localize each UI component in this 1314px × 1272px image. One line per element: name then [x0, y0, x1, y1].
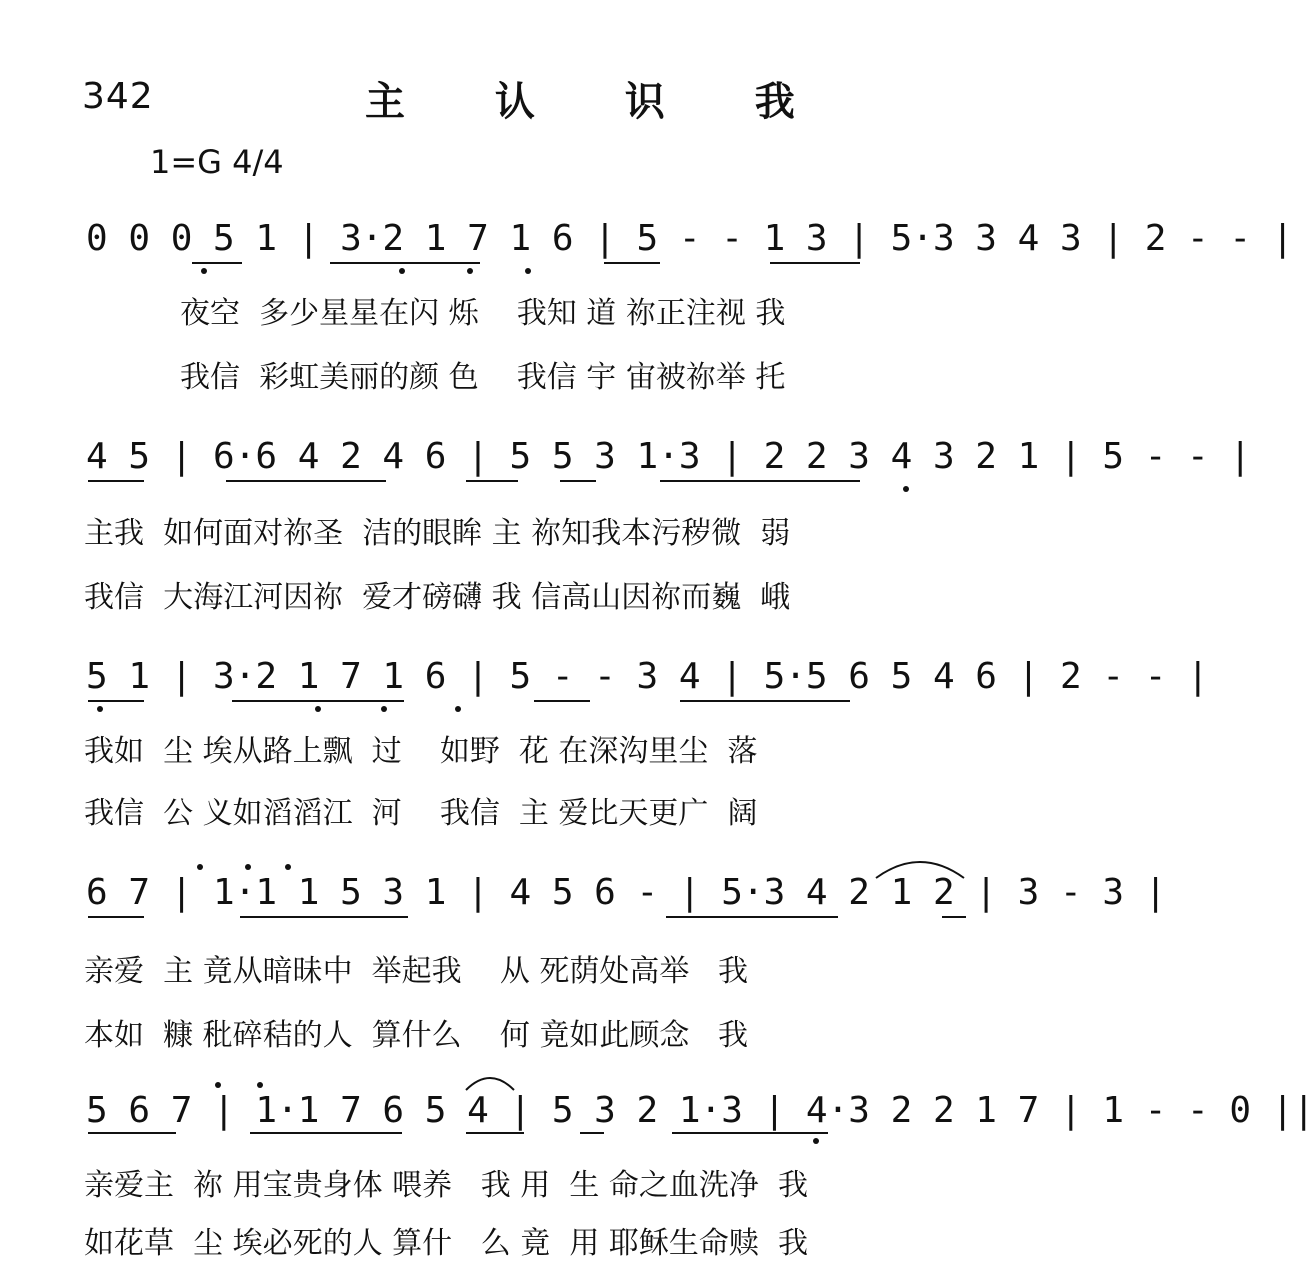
- lyric-line-3b: 我信 公 义如滔滔江 河 我信 主 爱比天更广 阔: [84, 796, 758, 831]
- beam-mark: [466, 480, 518, 482]
- octave-dot: [197, 864, 203, 870]
- octave-dot: [201, 268, 207, 274]
- notation-line-1: 0 0 0 5 1 | 3·2 1 7 1 6 | 5 - - 1 3 | 5·3 3 4 3 | 2 - - |: [86, 218, 1293, 259]
- octave-dot: [813, 1138, 819, 1144]
- beam-mark: [192, 262, 242, 264]
- octave-dot: [215, 1082, 221, 1088]
- lyric-line-2a: 主我 如何面对祢圣 洁的眼眸 主 祢知我本污秽微 弱: [84, 516, 791, 551]
- octave-dot: [97, 706, 103, 712]
- octave-dot: [285, 864, 291, 870]
- notation-line-4: 6 7 | 1·1 1 5 3 1 | 4 5 6 - | 5·3 4 2 1 2 | 3 - 3 |: [86, 872, 1166, 913]
- octave-dot: [257, 1082, 263, 1088]
- octave-dot: [525, 268, 531, 274]
- notation-line-3: 5 1 | 3·2 1 7 1 6 | 5 - - 3 4 | 5·5 6 5 4 6 | 2 - - |: [86, 656, 1209, 697]
- beam-mark: [770, 262, 860, 264]
- lyric-line-1a: 夜空 多少星星在闪 烁 我知 道 祢正注视 我: [180, 296, 786, 331]
- beam-mark: [560, 480, 596, 482]
- lyric-line-4b: 本如 糠 秕碎秸的人 算什么 何 竟如此顾念 我: [84, 1018, 748, 1053]
- beam-mark: [330, 262, 480, 264]
- beam-mark: [226, 480, 386, 482]
- octave-dot: [315, 706, 321, 712]
- beam-mark: [88, 916, 144, 918]
- beam-mark: [88, 480, 144, 482]
- octave-dot: [903, 486, 909, 492]
- notation-line-5: 5 6 7 | 1·1 7 6 5 4 | 5 3 2 1·3 | 4·3 2 2 1 7 | 1 - - 0 ||: [86, 1090, 1314, 1131]
- beam-mark: [250, 1132, 402, 1134]
- tie-arc: [462, 1070, 522, 1094]
- octave-dot: [399, 268, 405, 274]
- beam-mark: [660, 480, 860, 482]
- beam-mark: [88, 700, 144, 702]
- beam-mark: [240, 916, 408, 918]
- beam-mark: [232, 700, 404, 702]
- beam-mark: [604, 262, 660, 264]
- beam-mark: [580, 1132, 604, 1134]
- lyric-line-2b: 我信 大海江河因祢 爱才磅礴 我 信高山因祢而巍 峨: [84, 580, 791, 615]
- octave-dot: [245, 864, 251, 870]
- lyric-line-1b: 我信 彩虹美丽的颜 色 我信 宇 宙被祢举 托: [180, 360, 786, 395]
- song-title: 主 认 识 我: [365, 79, 833, 125]
- octave-dot: [455, 706, 461, 712]
- octave-dot: [467, 268, 473, 274]
- lyric-line-4a: 亲爱 主 竟从暗昧中 举起我 从 死荫处高举 我: [84, 954, 748, 989]
- key-signature: 1=G 4/4: [150, 143, 284, 181]
- beam-mark: [672, 1132, 828, 1134]
- beam-mark: [466, 1132, 524, 1134]
- octave-dot: [381, 706, 387, 712]
- beam-mark: [534, 700, 590, 702]
- beam-mark: [942, 916, 966, 918]
- notation-line-2: 4 5 | 6·6 4 2 4 6 | 5 5 3 1·3 | 2 2 3 4 3 2 1 | 5 - - |: [86, 436, 1251, 477]
- lyric-line-5a: 亲爱主 祢 用宝贵身体 喂养 我 用 生 命之血洗净 我: [84, 1168, 808, 1203]
- lyric-line-5b: 如花草 尘 埃必死的人 算什 么 竟 用 耶稣生命赎 我: [84, 1226, 808, 1261]
- beam-mark: [666, 916, 838, 918]
- lyric-line-3a: 我如 尘 埃从路上飘 过 如野 花 在深沟里尘 落: [84, 734, 758, 769]
- beam-mark: [88, 1132, 176, 1134]
- tie-arc: [872, 852, 972, 882]
- beam-mark: [680, 700, 850, 702]
- hymn-number: 342: [82, 76, 154, 117]
